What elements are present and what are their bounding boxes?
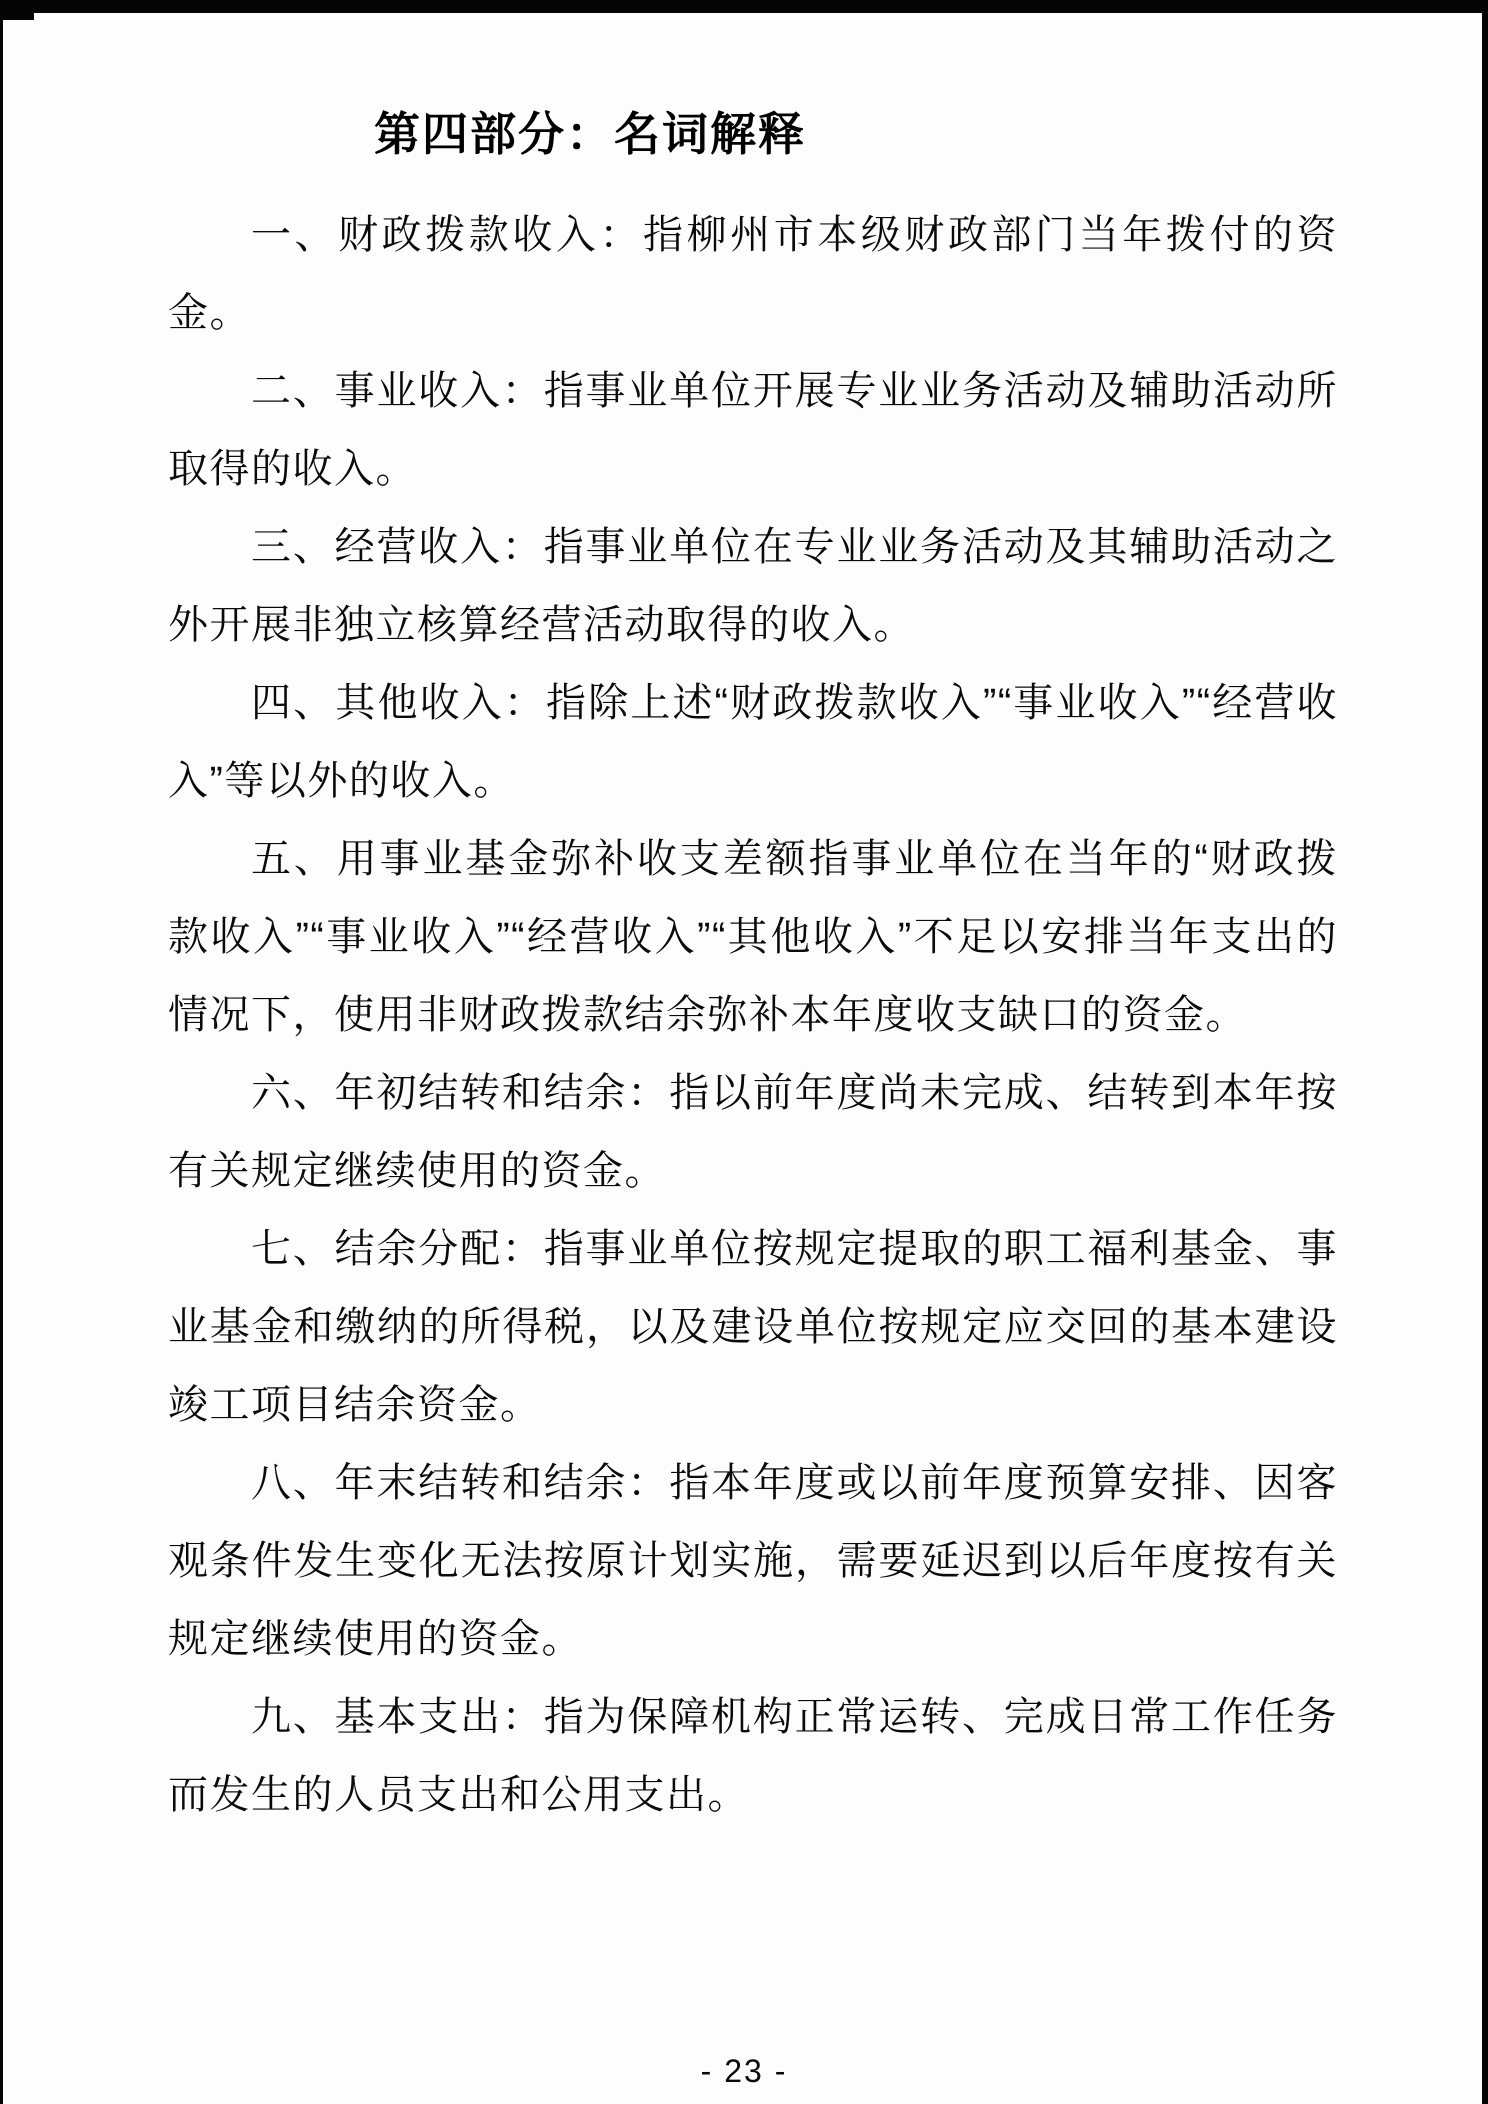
definition-paragraph-8: 八、年末结转和结余：指本年度或以前年度预算安排、因客观条件发生变化无法按原计划实施，需要延迟到以后年度按有关规定继续使用的资金。	[168, 1461, 1338, 1661]
definition-paragraph-1: 一、财政拨款收入：指柳州市本级财政部门当年拨付的资金。	[168, 213, 1338, 335]
page-title: 第四部分：名词解释	[374, 108, 806, 160]
scan-artifact-top-left-corner	[0, 0, 34, 20]
definition-paragraph-7: 七、结余分配：指事业单位按规定提取的职工福利基金、事业基金和缴纳的所得税，以及建设单位按规定应交回的基本建设竣工项目结余资金。	[168, 1227, 1338, 1427]
definition-paragraph-9: 九、基本支出：指为保障机构正常运转、完成日常工作任务而发生的人员支出和公用支出。	[168, 1695, 1338, 1817]
scan-artifact-top-edge	[0, 0, 1488, 13]
definition-paragraph-6: 六、年初结转和结余：指以前年度尚未完成、结转到本年按有关规定继续使用的资金。	[168, 1071, 1338, 1193]
scan-artifact-left-edge	[0, 0, 3, 2104]
definition-paragraph-2: 二、事业收入：指事业单位开展专业业务活动及辅助活动所取得的收入。	[168, 369, 1338, 491]
definition-paragraph-3: 三、经营收入：指事业单位在专业业务活动及其辅助活动之外开展非独立核算经营活动取得的收入。	[168, 525, 1338, 647]
scan-artifact-right-edge	[1482, 0, 1488, 2104]
definition-paragraph-4: 四、其他收入：指除上述“财政拨款收入”“事业收入”“经营收入”等以外的收入。	[168, 681, 1338, 803]
page-number: - 23 -	[700, 2053, 788, 2089]
definition-paragraph-5: 五、用事业基金弥补收支差额指事业单位在当年的“财政拨款收入”“事业收入”“经营收入”“其他收入”不足以安排当年支出的情况下，使用非财政拨款结余弥补本年度收支缺口的资金。	[168, 837, 1338, 1037]
document-body	[168, 196, 1338, 1834]
